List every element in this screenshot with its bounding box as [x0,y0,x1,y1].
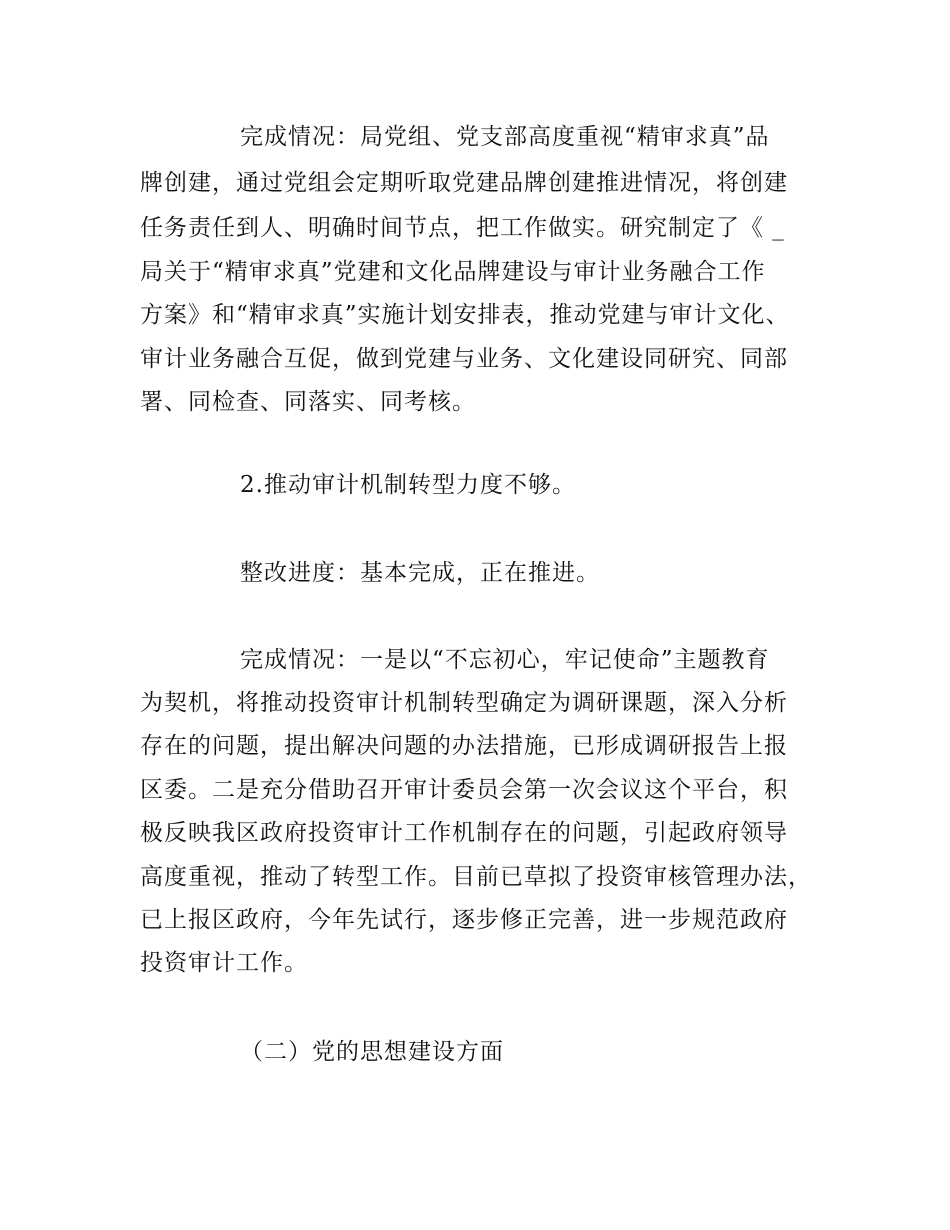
text-line: 牌创建，通过党组会定期听取党建品牌创建推进情况，将创建 [140,170,788,196]
item-2-progress: 整改进度：基本完成，正在推进。 [240,560,600,586]
text-line: 任务责任到人、明确时间节点，把工作做实。研究制定了《 _ [140,215,785,241]
text-line: 极反映我区政府投资审计工作机制存在的问题，引起政府领导 [140,820,788,846]
text-line: 存在的问题，提出解决问题的办法措施，已形成调研报告上报 [140,733,788,759]
text-line: 区委。二是充分借助召开审计委员会第一次会议这个平台，积 [140,777,788,803]
text-line: 高度重视，推动了转型工作。目前已草拟了投资审核管理办法， [140,864,812,890]
text-line: 已上报区政府，今年先试行，逐步修正完善，进一步规范政府 [140,907,788,933]
text-line: 为契机，将推动投资审计机制转型确定为调研课题，深入分析 [140,690,788,716]
text-line: 局关于“精审求真”党建和文化品牌建设与审计业务融合工作 [140,259,766,285]
text-line: 方案》和“精审求真”实施计划安排表，推动党建与审计文化、 [140,302,790,328]
text-line: 投资审计工作。 [140,950,308,976]
text-line: 完成情况：局党组、党支部高度重视“精审求真”品 [240,124,770,150]
text-line: 署、同检查、同落实、同考核。 [140,389,476,415]
text-line: 完成情况：一是以“不忘初心，牢记使命”主题教育 [240,647,770,673]
section-heading: （二）党的思想建设方面 [240,1039,504,1065]
text-line: 审计业务融合互促，做到党建与业务、文化建设同研究、同部 [140,346,788,372]
item-2-title: 2.推动审计机制转型力度不够。 [240,472,576,498]
